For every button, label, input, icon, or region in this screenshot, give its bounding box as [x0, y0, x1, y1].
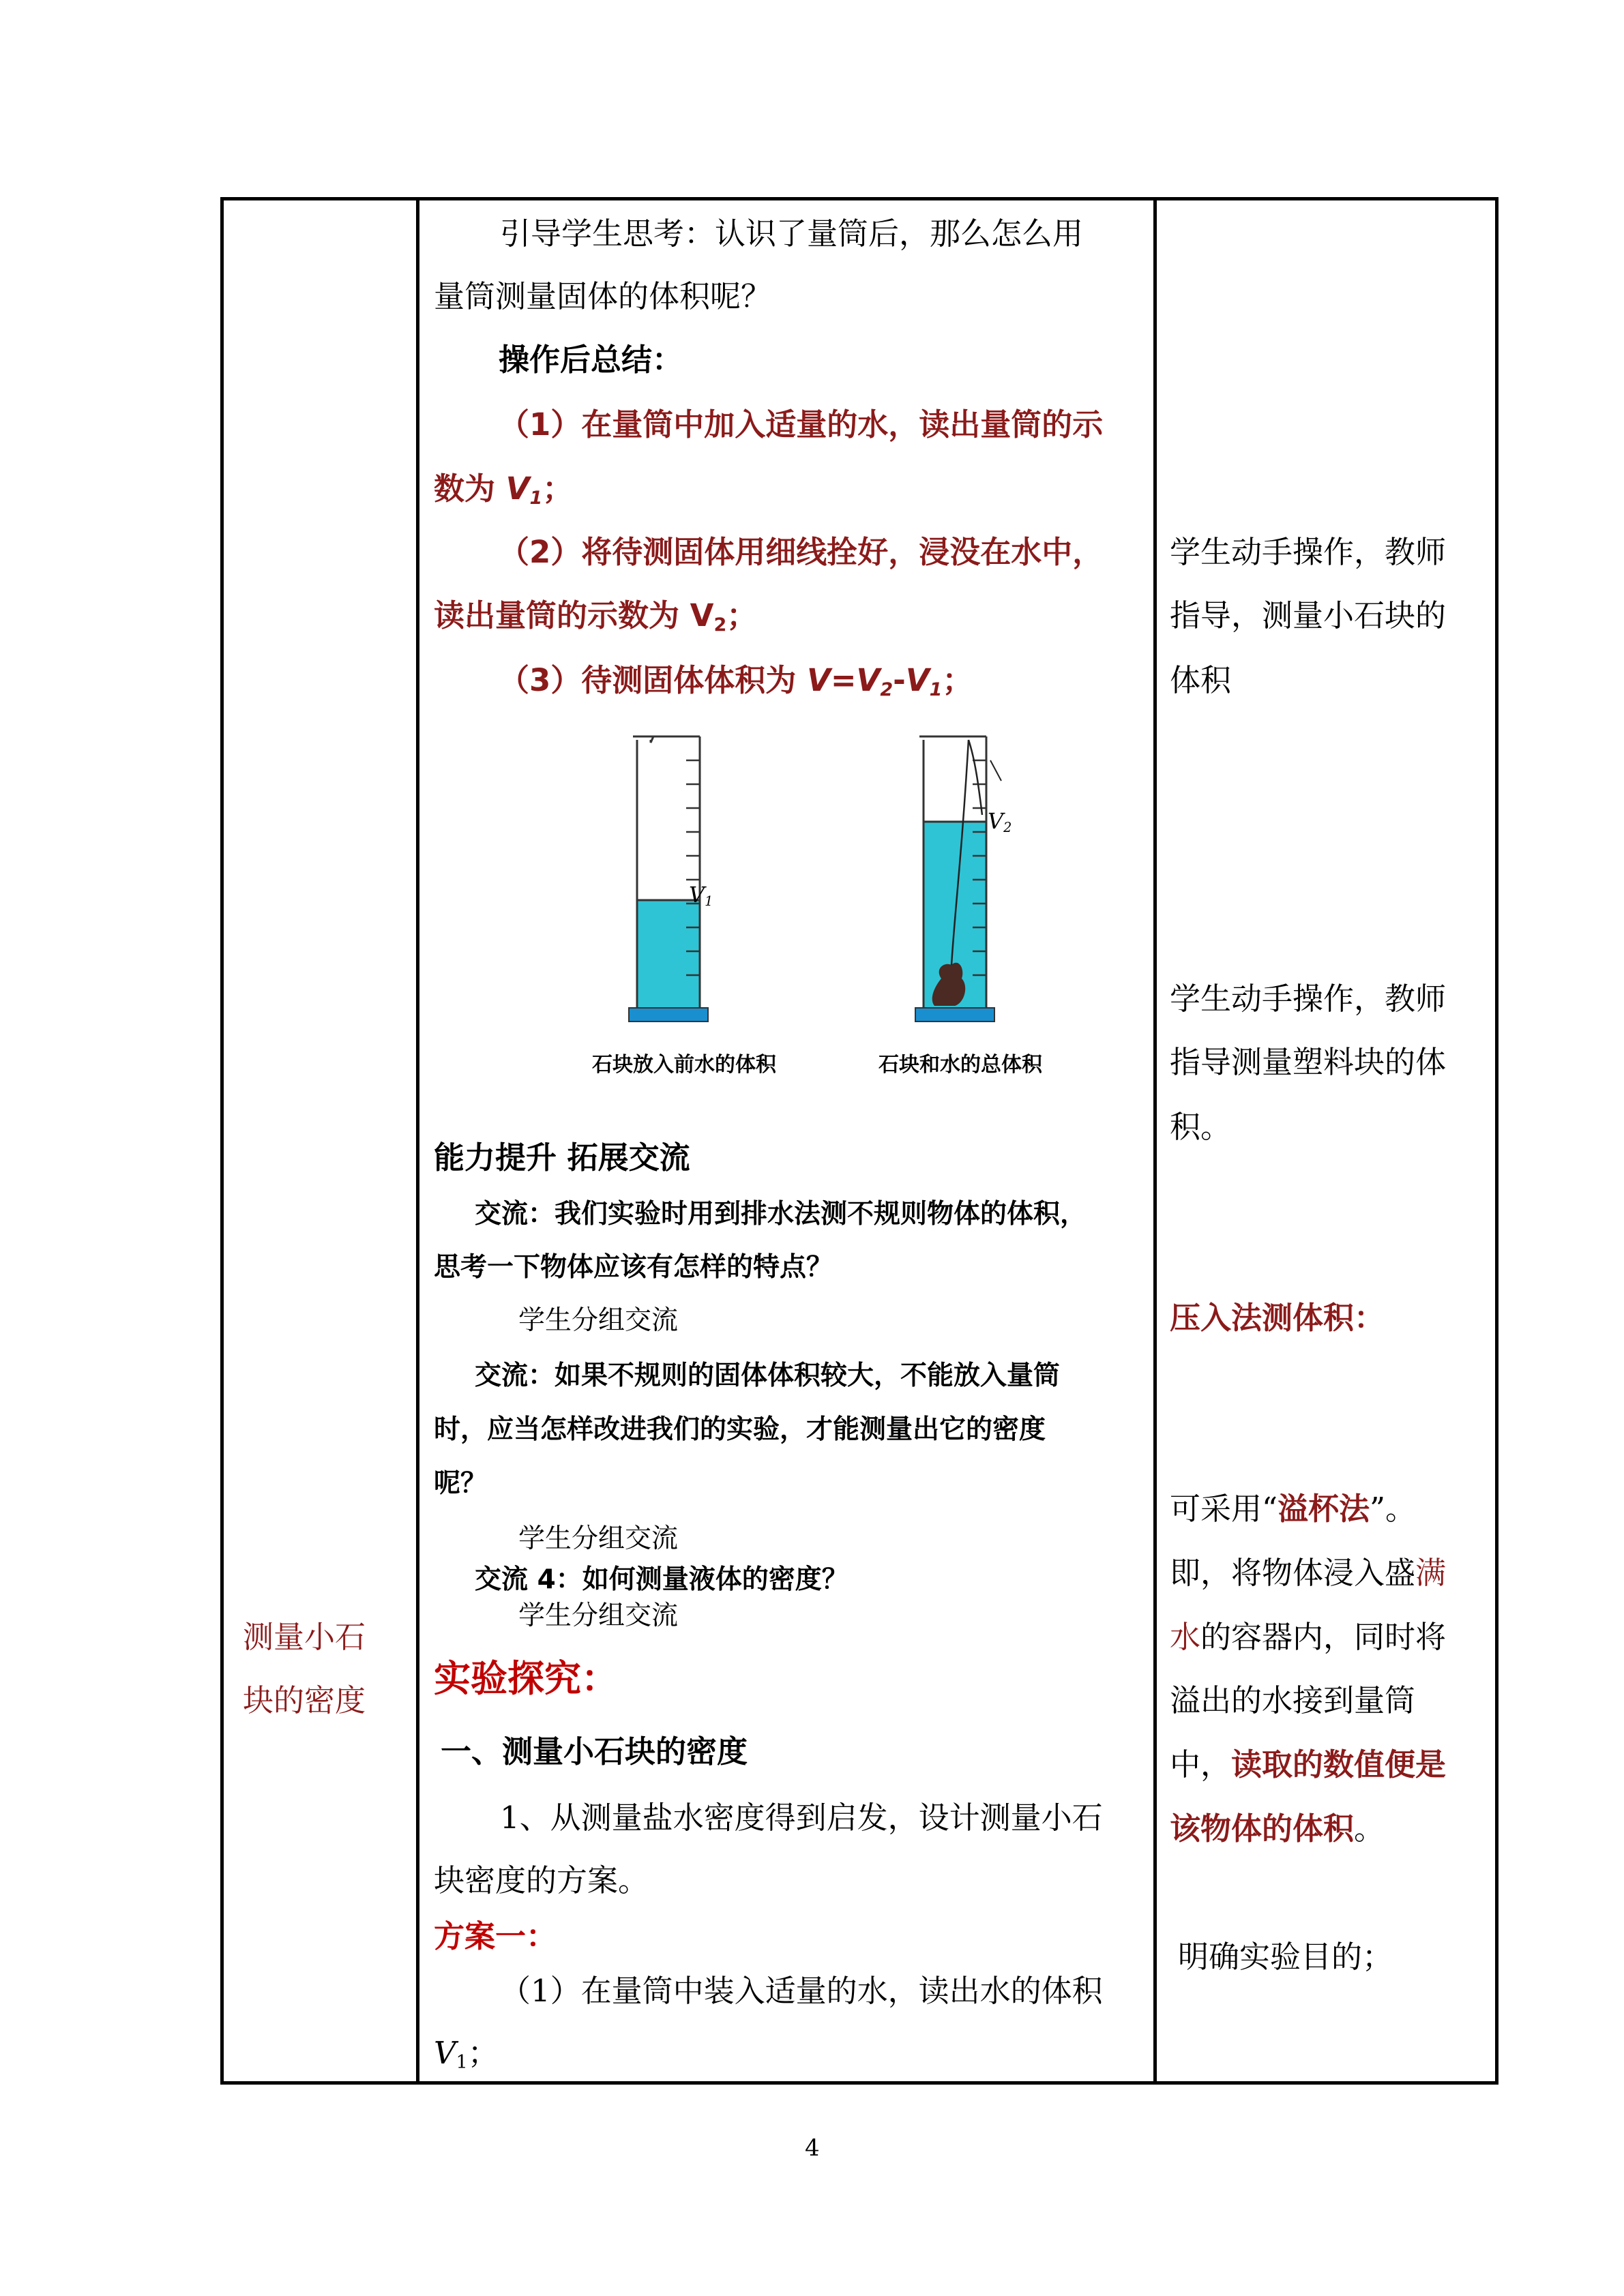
cylinder-after-illustration	[914, 733, 1023, 1033]
explore-heading: 实验探究：	[434, 1657, 618, 1700]
step3-line: （3）待测固体体积为 $V=V_2-V_1$；	[499, 662, 973, 700]
plan1-step1-line2: $V_1$；	[434, 2035, 499, 2073]
group-exchange-2: 学生分组交流	[518, 1523, 679, 1554]
intro-line2: 量筒测量固体的体积呢？	[434, 278, 772, 314]
right-overflow-line5: 中，读取的数值便是	[1170, 1746, 1447, 1783]
left-cell-line1: 测量小石	[243, 1619, 366, 1655]
caption-before: 石块放入前水的体积	[592, 1053, 776, 1077]
right-press-method: 压入法测体积：	[1170, 1300, 1385, 1336]
exchange1-line2: 思考一下物体应该有怎样的特点？	[434, 1252, 833, 1283]
right-overflow-line2: 即，将物体浸入盛满	[1170, 1555, 1447, 1591]
section1-heading: 一、测量小石块的密度	[441, 1733, 748, 1770]
right-note2-line1: 学生动手操作，教师	[1170, 981, 1447, 1017]
ability-heading: 能力提升 拓展交流	[434, 1139, 690, 1176]
group-exchange-3: 学生分组交流	[518, 1600, 679, 1631]
step2-line2: 读出量筒的示数为 $V_2$；	[434, 597, 758, 636]
item1-line2: 块密度的方案。	[434, 1862, 649, 1898]
exchange1-line1: 交流：我们实验时用到排水法测不规则物体的体积，	[475, 1199, 1087, 1229]
plan1-heading: 方案一：	[434, 1918, 557, 1954]
intro-line1: 引导学生思考：认识了量筒后，那么怎么用	[500, 215, 1084, 252]
group-exchange-1: 学生分组交流	[518, 1305, 679, 1336]
cylinder2-label: $V_2$	[988, 808, 1012, 835]
step1-line2: 数为 $V_1$；	[434, 471, 574, 509]
cylinder-before-illustration	[628, 733, 737, 1033]
summary-heading: 操作后总结：	[499, 342, 683, 378]
cylinder1-label: $V_1$	[689, 882, 713, 909]
step1-line1: （1）在量筒中加入适量的水，读出量筒的示	[499, 406, 1104, 443]
page-number: 4	[805, 2134, 820, 2162]
right-overflow-line4: 溢出的水接到量筒	[1170, 1682, 1416, 1718]
right-note1-line2: 指导，测量小石块的	[1170, 597, 1447, 633]
plan1-step1-line1: （1）在量筒中装入适量的水，读出水的体积	[500, 1973, 1103, 2009]
exchange4: 交流 4：如何测量液体的密度？	[475, 1564, 848, 1595]
right-note1-line3: 体积	[1170, 662, 1232, 698]
column-divider-2	[1153, 197, 1157, 2085]
left-cell-line2: 块的密度	[243, 1682, 366, 1718]
exchange2-line1: 交流：如果不规则的固体体积较大，不能放入量筒	[475, 1360, 1061, 1391]
step2-line1: （2）将待测固体用细线拴好，浸没在水中，	[499, 534, 1104, 570]
right-note1-line1: 学生动手操作，教师	[1170, 534, 1447, 570]
right-note2-line3: 积。	[1170, 1109, 1232, 1145]
caption-after: 石块和水的总体积	[879, 1053, 1042, 1077]
right-overflow-line1: 可采用“溢杯法”。	[1170, 1491, 1417, 1527]
right-overflow-line6: 该物体的体积。	[1170, 1810, 1385, 1847]
item1-line1: 1、从测量盐水密度得到启发，设计测量小石	[500, 1800, 1103, 1836]
column-divider-1	[416, 197, 419, 2085]
exchange2-line2: 时，应当怎样改进我们的实验，才能测量出它的密度	[434, 1414, 1046, 1445]
exchange2-line3: 呢？	[434, 1468, 488, 1499]
right-note2-line2: 指导测量塑料块的体	[1170, 1044, 1447, 1080]
right-purpose: 明确实验目的；	[1178, 1939, 1393, 1975]
right-overflow-line3: 水的容器内，同时将	[1170, 1619, 1447, 1655]
